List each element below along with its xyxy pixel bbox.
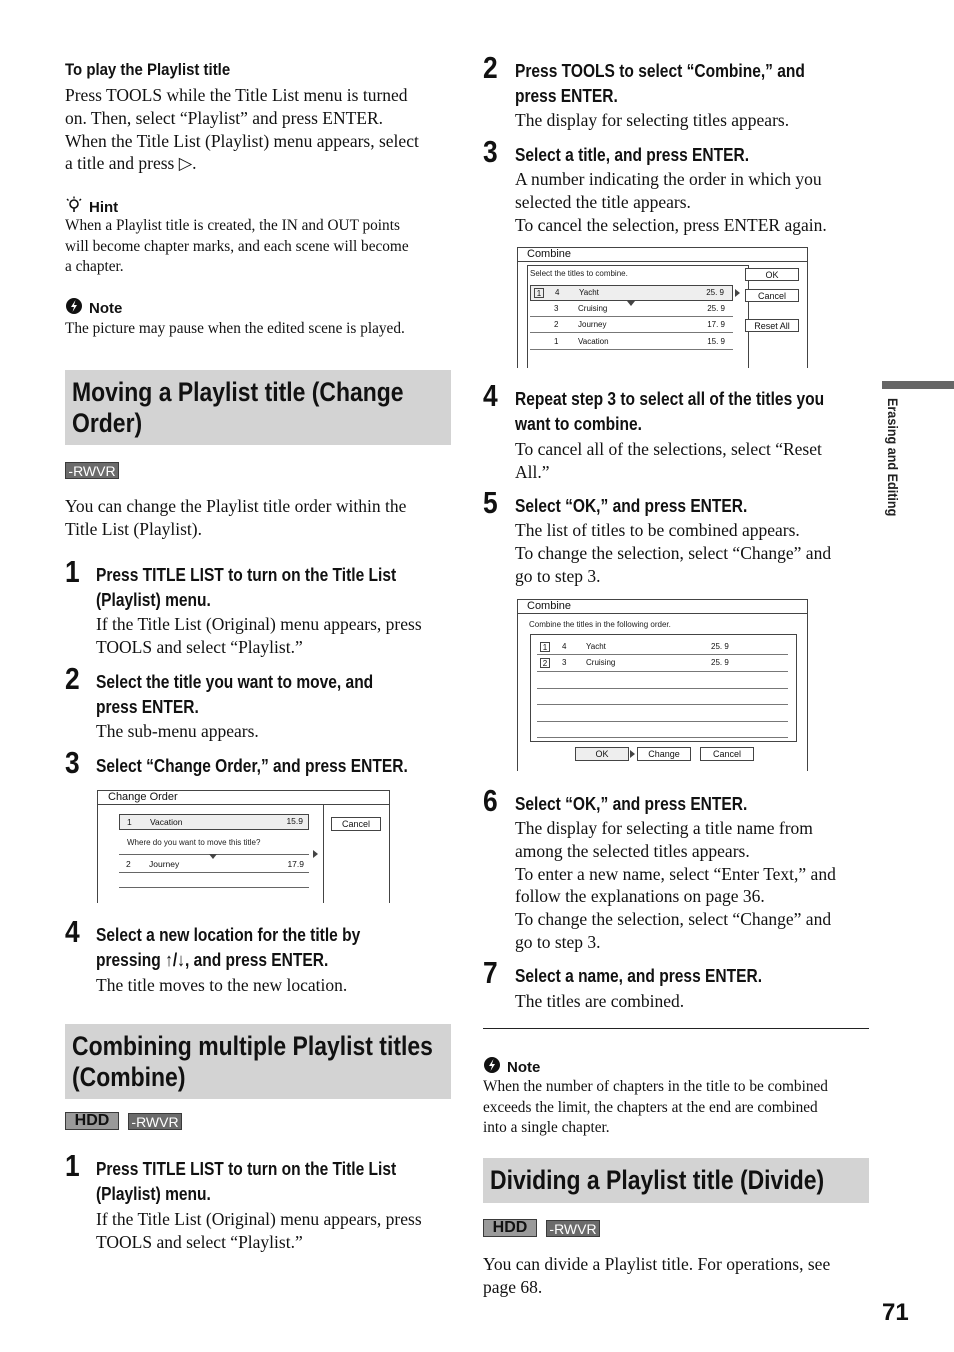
step-number: 3 xyxy=(483,134,498,169)
step-title: Select the title you want to move, and press ENTER. xyxy=(96,671,374,717)
order-number: 1 xyxy=(534,288,544,298)
section-title-cont: (Combine) xyxy=(72,1062,186,1092)
note-icon xyxy=(483,1056,501,1079)
change-button[interactable]: Change xyxy=(637,747,691,761)
combine-order-screen xyxy=(517,599,808,771)
cursor-right-icon xyxy=(735,289,740,297)
step-title: Press TOOLS to select “Combine,” and press ENTER. xyxy=(515,60,805,106)
divider xyxy=(97,804,390,805)
step-body: A number indicating the order in which you selected the title appears. To cancel the selection, press ENTER again. xyxy=(515,169,827,235)
step-number: 5 xyxy=(483,485,498,520)
section-title: Dividing a Playlist title (Divide) xyxy=(490,1165,825,1195)
screen-title: Change Order xyxy=(108,791,178,803)
divider xyxy=(323,804,324,903)
step-title: Repeat step 3 to select all of the titles you want to combine. xyxy=(515,388,825,434)
row-line xyxy=(537,704,788,705)
section-title: Moving a Playlist title (Change xyxy=(72,377,404,407)
step-body: The display for selecting titles appears. xyxy=(515,110,790,130)
note-text: When the number of chapters in the title to be combined exceeds the limit, the chapters at the end are combined into a single chapter. xyxy=(483,1078,828,1136)
section-change-order-header xyxy=(65,370,451,445)
hdd-badge: HDD xyxy=(65,1112,119,1130)
play-playlist-heading: To play the Playlist title xyxy=(65,60,231,79)
step-number: 6 xyxy=(483,783,498,818)
screen-title: Combine xyxy=(527,600,572,612)
play-playlist-text: Press TOOLS while the Title List menu is turned on. Then, select “Playlist” and press ENTER. When the Title List (Playlist) menu appears, select a title and press ▷. xyxy=(65,85,419,174)
step-number: 3 xyxy=(65,745,80,780)
step-number: 2 xyxy=(483,50,498,85)
order-prompt: Combine the titles in the following order. xyxy=(529,620,671,629)
hdd-badge: HDD xyxy=(483,1219,537,1237)
step-title: Select “OK,” and press ENTER. xyxy=(515,495,748,516)
ok-button[interactable]: OK xyxy=(575,747,629,761)
divider xyxy=(483,1028,869,1029)
screen-title: Combine xyxy=(527,248,572,260)
selected-title-row[interactable]: 1 Vacation 15.9 xyxy=(119,814,309,830)
order-number: 2 xyxy=(540,658,550,668)
step-body: If the Title List (Original) menu appears, press TOOLS and select “Playlist.” xyxy=(96,614,422,657)
ok-button[interactable]: OK xyxy=(745,268,799,281)
title-row[interactable]: 3 Cruising 25. 9 xyxy=(530,301,733,317)
step-title: Select a name, and press ENTER. xyxy=(515,965,763,986)
note-icon xyxy=(65,297,83,320)
step-body: The sub-menu appears. xyxy=(96,721,259,741)
rwvr-badge: -RWVR xyxy=(65,462,119,479)
hint-header: Hint xyxy=(65,196,118,219)
divider xyxy=(517,613,808,614)
note-text: The picture may pause when the edited scene is played. xyxy=(65,320,405,337)
step-number: 4 xyxy=(65,914,80,949)
step-body: If the Title List (Original) menu appears, press TOOLS and select “Playlist.” xyxy=(96,1209,422,1252)
side-tab-label: Erasing and Editing xyxy=(885,398,901,517)
row-line xyxy=(537,688,788,689)
step-body: The title moves to the new location. xyxy=(96,975,348,995)
side-tab-marker xyxy=(882,381,954,389)
select-prompt: Select the titles to combine. xyxy=(530,269,628,278)
note-header: Note xyxy=(65,297,122,320)
section-divide-header xyxy=(483,1158,869,1203)
title-row[interactable]: 2 3 Cruising 25. 9 xyxy=(537,656,788,672)
cancel-button[interactable]: Cancel xyxy=(331,817,381,831)
step-number: 4 xyxy=(483,378,498,413)
cursor-right-icon xyxy=(313,850,318,858)
note-header: Note xyxy=(483,1056,540,1079)
title-row[interactable]: 2 Journey 17.9 xyxy=(126,859,304,869)
step-number: 1 xyxy=(65,554,80,589)
step-title: Select a title, and press ENTER. xyxy=(515,144,750,165)
cursor-right-icon xyxy=(630,750,635,758)
step-number: 2 xyxy=(65,661,80,696)
title-row[interactable]: 1 Vacation 15. 9 xyxy=(530,334,733,350)
section-title: Combining multiple Playlist titles xyxy=(72,1031,433,1061)
step-title: Press TITLE LIST to turn on the Title List (Playlist) menu. xyxy=(96,564,397,610)
row-line xyxy=(537,721,788,722)
step-title: Select “OK,” and press ENTER. xyxy=(515,793,748,814)
section1-intro: You can change the Playlist title order within the Title List (Playlist). xyxy=(65,496,407,539)
cancel-button[interactable]: Cancel xyxy=(745,289,799,302)
row-line xyxy=(119,887,309,888)
step-number: 1 xyxy=(65,1148,80,1183)
page-number: 71 xyxy=(882,1299,909,1326)
cancel-button[interactable]: Cancel xyxy=(700,747,754,761)
section-title-cont: Order) xyxy=(72,408,143,438)
move-prompt: Where do you want to move this title? xyxy=(127,838,261,847)
row-line xyxy=(119,872,309,873)
divider xyxy=(517,261,808,262)
step-body: The display for selecting a title name from among the selected titles appears. To enter a new name, select “Enter Text,” and follow the explanations on page 36. To change the selection, select “Change” and go to step 3. xyxy=(515,818,836,952)
row-line xyxy=(537,737,788,738)
step-body: To cancel all of the selections, select “Reset All.” xyxy=(515,439,822,482)
change-order-screen xyxy=(97,790,390,903)
section3-body: You can divide a Playlist title. For operations, see page 68. xyxy=(483,1254,831,1297)
step-body: The titles are combined. xyxy=(515,991,685,1011)
title-row[interactable]: 2 Journey 17. 9 xyxy=(530,317,733,333)
title-row-selected[interactable]: 1 4 Yacht 25. 9 xyxy=(530,285,733,301)
hint-text: When a Playlist title is created, the IN and OUT points will become chapter marks, and each scene will become a chapter. xyxy=(65,217,409,275)
title-row[interactable]: 1 4 Yacht 25. 9 xyxy=(537,639,788,655)
step-number: 7 xyxy=(483,955,498,990)
reset-all-button[interactable]: Reset All xyxy=(745,319,799,332)
combine-select-screen xyxy=(517,247,808,368)
step-title: Select “Change Order,” and press ENTER. xyxy=(96,755,408,776)
step-title: Press TITLE LIST to turn on the Title List (Playlist) menu. xyxy=(96,1158,397,1204)
rwvr-badge: -RWVR xyxy=(546,1220,600,1237)
step-title: Select a new location for the title by pressing ↑/↓, and press ENTER. xyxy=(96,924,361,970)
section-combine-header xyxy=(65,1024,451,1099)
order-number: 1 xyxy=(540,642,550,652)
step-body: The list of titles to be combined appears. To change the selection, select “Change” and go to step 3. xyxy=(515,520,832,586)
rwvr-badge: -RWVR xyxy=(128,1113,182,1130)
